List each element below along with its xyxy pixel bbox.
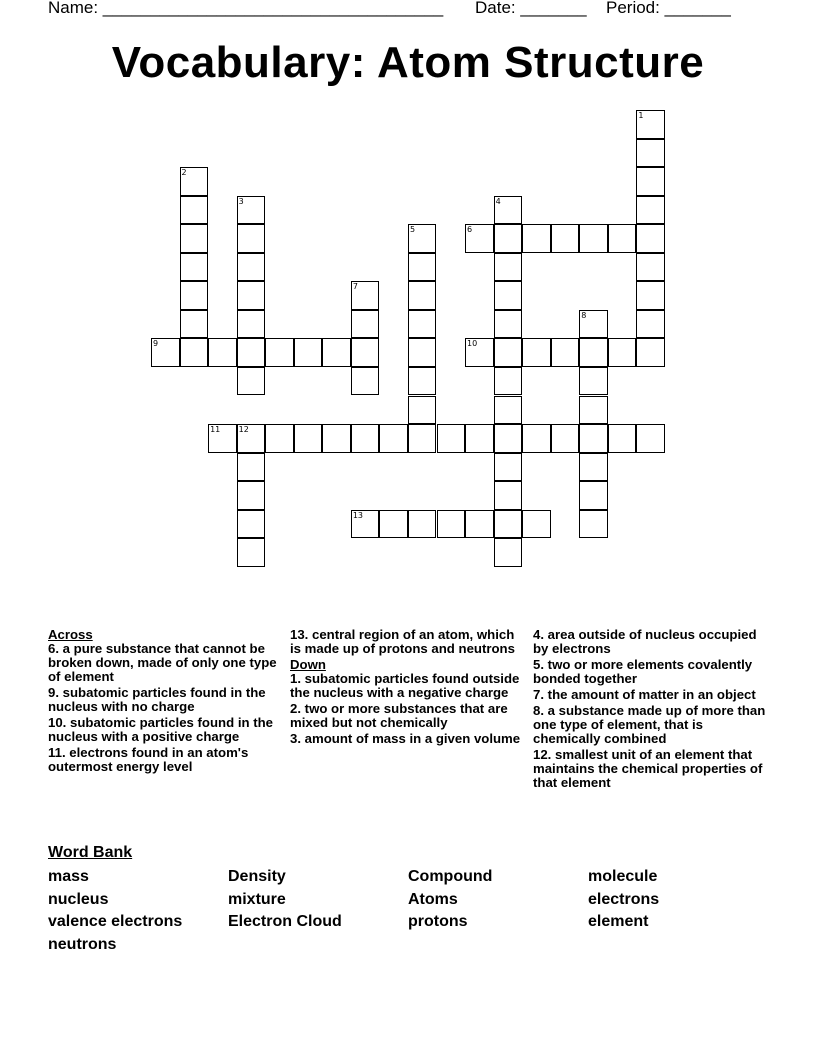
grid-cell[interactable] — [579, 453, 608, 482]
grid-cell[interactable] — [636, 224, 665, 253]
clue-number: 1 — [638, 111, 644, 120]
page-title: Vocabulary: Atom Structure — [111, 38, 705, 87]
grid-cell[interactable] — [180, 224, 209, 253]
down-heading: Down — [290, 657, 326, 672]
grid-cell[interactable] — [351, 338, 380, 367]
grid-cell[interactable] — [494, 481, 523, 510]
grid-cell[interactable] — [579, 367, 608, 396]
grid-cell[interactable] — [636, 110, 665, 139]
clue-across-13: 13. central region of an atom, which is made up of protons and neutrons — [290, 627, 515, 656]
grid-cell[interactable] — [494, 310, 523, 339]
clue-number: 8 — [581, 310, 587, 320]
grid-cell[interactable] — [579, 481, 608, 510]
grid-cell[interactable] — [522, 424, 551, 453]
grid-cell[interactable] — [437, 510, 466, 539]
grid-cell[interactable] — [579, 510, 608, 539]
grid-cell[interactable] — [408, 338, 437, 367]
grid-cell[interactable] — [494, 510, 523, 539]
grid-cell[interactable] — [208, 424, 237, 453]
grid-cell[interactable] — [151, 338, 180, 367]
grid-cell[interactable] — [237, 510, 266, 539]
grid-cell[interactable] — [237, 196, 266, 225]
word-bank-item: valence electrons — [48, 913, 183, 930]
grid-cell[interactable] — [522, 510, 551, 539]
clue-number: 12 — [238, 425, 249, 435]
grid-cell[interactable] — [408, 510, 437, 539]
grid-cell[interactable] — [351, 310, 380, 339]
grid-cell[interactable] — [494, 338, 523, 367]
grid-cell[interactable] — [180, 310, 209, 339]
grid-cell[interactable] — [465, 424, 494, 453]
clue-number: 11 — [210, 425, 221, 435]
grid-cell[interactable] — [522, 338, 551, 367]
clue-down-1: 1. subatomic particles found outside the nucleus with a negative charge — [290, 671, 520, 700]
clue-down-7: 7. the amount of matter in an object — [533, 687, 756, 702]
grid-cell[interactable] — [408, 424, 437, 453]
clue-across-6: 6. a pure substance that cannot be broken down, made of only one type of element — [48, 641, 277, 684]
grid-cell[interactable] — [494, 281, 523, 310]
clue-across-10: 10. subatomic particles found in the nucleus with a positive charge — [48, 715, 273, 744]
grid-cell[interactable] — [351, 367, 380, 396]
clue-number: 10 — [467, 339, 478, 349]
grid-cell[interactable] — [494, 453, 523, 482]
grid-cell[interactable] — [237, 281, 266, 310]
grid-cell[interactable] — [180, 338, 209, 367]
word-bank-item: Density — [228, 868, 286, 885]
clues-column-3 — [533, 628, 769, 792]
grid-cell[interactable] — [237, 310, 266, 339]
grid-cell[interactable] — [636, 310, 665, 339]
clue-across-9: 9. subatomic particles found in the nucleus with no charge — [48, 685, 266, 714]
grid-cell[interactable] — [408, 281, 437, 310]
grid-cell[interactable] — [551, 338, 580, 367]
grid-cell[interactable] — [379, 424, 408, 453]
grid-cell[interactable] — [551, 224, 580, 253]
grid-cell[interactable] — [636, 281, 665, 310]
clue-number: 3 — [238, 196, 244, 206]
date-field[interactable]: Date: _______ — [475, 0, 587, 17]
grid-cell[interactable] — [494, 196, 523, 225]
clues-column-1 — [48, 628, 284, 776]
word-bank-item: Compound — [408, 868, 493, 885]
grid-cell[interactable] — [494, 396, 523, 425]
word-bank-item: Atoms — [408, 890, 458, 908]
grid-cell[interactable] — [636, 167, 665, 196]
grid-cell[interactable] — [237, 424, 266, 453]
grid-cell[interactable] — [494, 424, 523, 453]
grid-cell[interactable] — [351, 424, 380, 453]
grid-cell[interactable] — [551, 424, 580, 453]
grid-cell[interactable] — [237, 253, 266, 282]
clue-down-4: 4. area outside of nucleus occupied by electrons — [533, 627, 757, 656]
clue-down-8: 8. a substance made up of more than one type of element, that is chemically combined — [533, 703, 766, 746]
clue-down-12: 12. smallest unit of an element that maintains the chemical properties of that element — [533, 747, 763, 790]
grid-cell[interactable] — [579, 424, 608, 453]
clue-number: 9 — [153, 339, 159, 349]
grid-cell[interactable] — [237, 338, 266, 367]
grid-cell[interactable] — [494, 367, 523, 396]
grid-cell[interactable] — [408, 253, 437, 282]
grid-cell[interactable] — [408, 396, 437, 425]
grid-cell[interactable] — [208, 338, 237, 367]
word-bank-item: mass — [48, 868, 89, 885]
clues-column-2 — [290, 628, 526, 748]
grid-cell[interactable] — [237, 538, 266, 567]
grid-cell[interactable] — [265, 338, 294, 367]
clue-across-11: 11. electrons found in an atom's outermost energy level — [48, 745, 249, 774]
word-bank-item: molecule — [588, 868, 658, 885]
grid-cell[interactable] — [494, 253, 523, 282]
grid-cell[interactable] — [322, 338, 351, 367]
word-bank-item: neutrons — [48, 935, 117, 953]
grid-cell[interactable] — [522, 224, 551, 253]
grid-cell[interactable] — [180, 167, 209, 196]
grid-cell[interactable] — [608, 424, 637, 453]
grid-cell[interactable] — [265, 424, 294, 453]
clue-down-2: 2. two or more substances that are mixed but not chemically — [290, 701, 508, 730]
grid-cell[interactable] — [465, 510, 494, 539]
clue-number: 13 — [352, 510, 364, 520]
clue-number: 2 — [181, 168, 187, 178]
clue-number: 7 — [352, 282, 358, 292]
grid-cell[interactable] — [494, 224, 523, 253]
grid-cell[interactable] — [579, 396, 608, 425]
period-field[interactable]: Period: _______ — [606, 0, 731, 17]
clue-down-3: 3. amount of mass in a given volume — [290, 731, 521, 746]
clue-number: 5 — [409, 225, 416, 235]
grid-cell[interactable] — [294, 424, 323, 453]
grid-cell[interactable] — [636, 253, 665, 282]
grid-cell[interactable] — [351, 281, 380, 310]
grid-cell[interactable] — [636, 338, 665, 367]
word-bank-item: nucleus — [48, 890, 109, 908]
grid-cell[interactable] — [465, 338, 494, 367]
grid-cell[interactable] — [408, 224, 437, 253]
grid-cell[interactable] — [608, 338, 637, 367]
word-bank-title: Word Bank — [48, 844, 133, 861]
grid-cell[interactable] — [379, 510, 408, 539]
grid-cell[interactable] — [465, 224, 494, 253]
grid-cell[interactable] — [437, 424, 466, 453]
grid-cell[interactable] — [579, 310, 608, 339]
grid-cell[interactable] — [237, 224, 266, 253]
grid-cell[interactable] — [408, 367, 437, 396]
grid-cell[interactable] — [237, 367, 266, 396]
clue-number: 6 — [467, 225, 473, 235]
grid-cell[interactable] — [579, 224, 608, 253]
grid-cell[interactable] — [579, 338, 608, 367]
grid-cell[interactable] — [237, 481, 266, 510]
grid-cell[interactable] — [408, 310, 437, 339]
clue-down-5: 5. two or more elements covalently bonded together — [533, 657, 753, 686]
word-bank-item: element — [588, 913, 649, 930]
grid-cell[interactable] — [636, 139, 665, 168]
grid-cell[interactable] — [180, 281, 209, 310]
grid-cell[interactable] — [636, 424, 665, 453]
grid-cell[interactable] — [636, 196, 665, 225]
grid-cell[interactable] — [180, 196, 209, 225]
grid-cell[interactable] — [180, 253, 209, 282]
grid-cell[interactable] — [237, 453, 266, 482]
grid-cell[interactable] — [494, 538, 523, 567]
clue-number: 4 — [495, 196, 501, 206]
grid-cell[interactable] — [351, 510, 380, 539]
grid-cell[interactable] — [322, 424, 351, 453]
word-bank-item: mixture — [228, 890, 286, 908]
word-bank-item: electrons — [588, 890, 660, 908]
across-heading: Across — [48, 627, 93, 642]
name-field[interactable]: Name: ____________________________________ — [48, 0, 444, 17]
word-bank-item: protons — [408, 913, 468, 930]
grid-cell[interactable] — [294, 338, 323, 367]
grid-cell[interactable] — [608, 224, 637, 253]
word-bank-item: Electron Cloud — [228, 913, 342, 930]
